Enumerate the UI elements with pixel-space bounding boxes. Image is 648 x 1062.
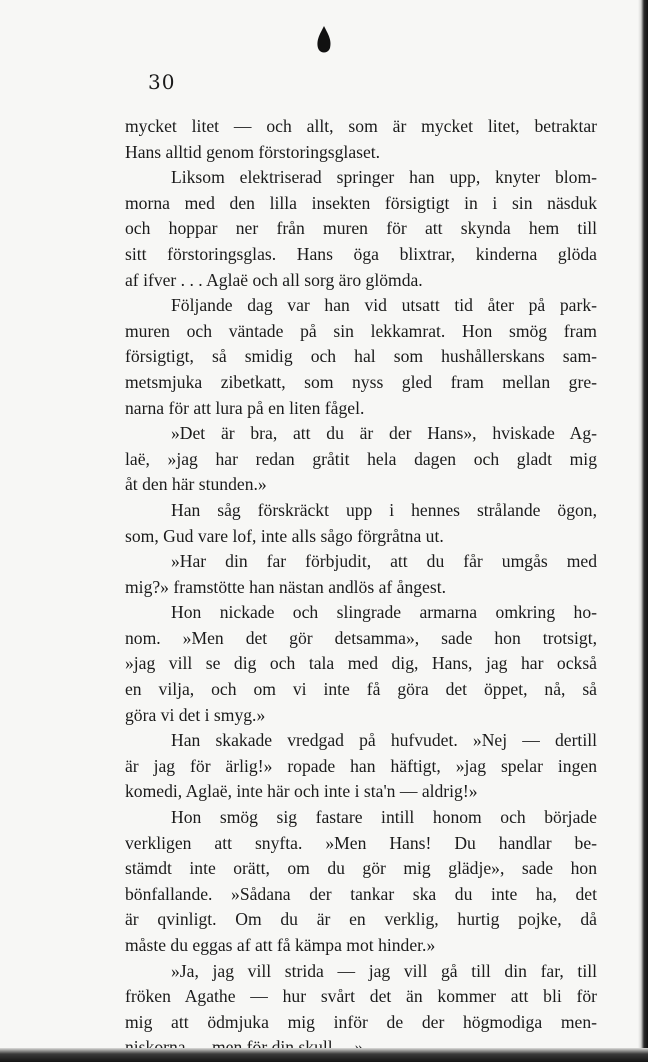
text-line: verkligen att snyfta. »Men Hans! Du handlar be- <box>125 832 597 853</box>
scan-edge-right <box>638 0 648 1062</box>
text-line: Hans alltid genom förstoringsglaset. <box>125 141 381 162</box>
text-line: morna med den lilla insekten försigtigt in i sin näsduk <box>125 192 597 213</box>
text-line: bönfallande. »Sådana der tankar ska du inte ha, det <box>125 883 597 904</box>
text-line: »Ja, jag vill strida — jag vill gå till din far, till <box>171 960 597 981</box>
text-line: komedi, Aglaë, inte här och inte i sta'n — aldrig!» <box>125 781 478 802</box>
text-line: »Har din far förbjudit, att du får umgås med <box>171 551 597 572</box>
text-line: som, Gud vare lof, inte alls sågo förgråtna ut. <box>125 525 444 546</box>
text-line: Liksom elektriserad springer han upp, knyter blom- <box>171 167 597 188</box>
text-line: muren och väntade på sin lekkamrat. Hon smög fram <box>125 320 597 341</box>
text-line: stämdt inte orätt, om du gör mig glädje», sade hon <box>125 858 597 879</box>
text-line: nom. »Men det gör detsamma», sade hon trotsigt, <box>125 627 597 648</box>
text-line: och hoppar ner från muren för att skynda hem till <box>125 218 597 239</box>
text-line: Han skakade vredgad på hufvudet. »Nej — dertill <box>171 730 597 751</box>
text-line: fröken Agathe — hur svårt det än kommer att bli för <box>125 986 597 1007</box>
text-line: sitt förstoringsglas. Hans öga blixtrar, kinderna glöda <box>125 243 597 264</box>
text-line: Hon smög sig fastare intill honom och började <box>171 807 597 828</box>
text-line: metsmjuka zibetkatt, som nyss gled fram mellan gre- <box>125 371 597 392</box>
text-line: Hon nickade och slingrade armarna omkring ho- <box>171 602 597 623</box>
text-line: är jag för ärlig!» ropade han häftigt, »jag spelar ingen <box>125 755 597 776</box>
page-number: 30 <box>148 70 176 94</box>
text-line: göra vi det i smyg.» <box>125 704 266 725</box>
text-line: mycket litet — och allt, som är mycket litet, betraktar <box>125 116 597 136</box>
text-line: laë, »jag har redan gråtit hela dagen och gladt mig <box>125 448 597 469</box>
text-line: måste du eggas af att få kämpa mot hinder.» <box>125 935 436 955</box>
text-line: en vilja, och om vi inte få göra det öppet, nå, så <box>125 679 597 700</box>
body-text <box>125 114 597 1061</box>
text-line: »jag vill se dig och tala med dig, Hans, jag har också <box>125 653 597 674</box>
text-line: Följande dag var han vid utsatt tid åter på park- <box>171 295 597 316</box>
text-line: Han såg förskräckt upp i hennes strålande ögon, <box>171 499 597 520</box>
text-line: försigtigt, så smidig och hal som hushållerskans sam- <box>125 346 597 367</box>
ink-blot-mark <box>316 26 332 56</box>
text-line: åt den här stunden.» <box>125 474 267 495</box>
text-line: är qvinligt. Om du är en verklig, hurtig pojke, då <box>125 909 597 930</box>
text-line: af ifver . . . Aglaë och all sorg äro glömda. <box>125 269 423 290</box>
text-line: narna för att lura på en liten fågel. <box>125 397 365 418</box>
text-line: mig att ödmjuka mig inför de der högmodiga men- <box>125 1011 597 1032</box>
text-line: »Det är bra, att du är der Hans», hviskade Ag- <box>171 423 597 444</box>
text-line: mig?» framstötte han nästan andlös af ångest. <box>125 576 446 597</box>
scan-edge-bottom <box>0 1048 648 1062</box>
